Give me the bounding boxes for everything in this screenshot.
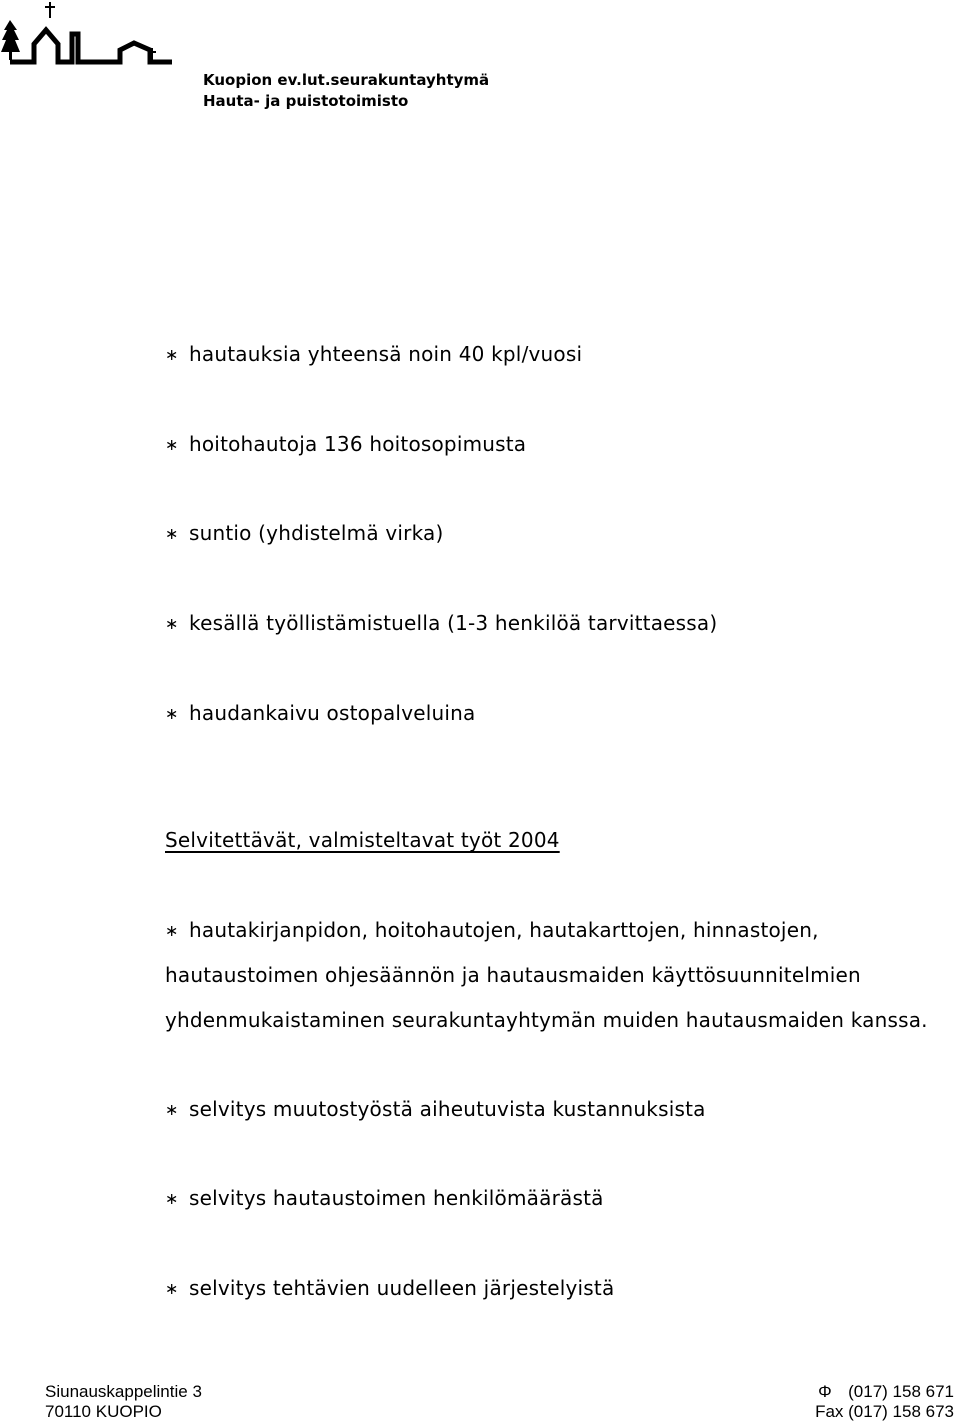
list-item [165,1186,604,1211]
bullet-icon: ∗ [165,524,179,543]
bullet-icon: ∗ [165,614,179,633]
bullet-icon: ∗ [165,1100,179,1119]
footer-contact [815,1382,954,1422]
list-item-text: selvitys tehtävien uudelleen järjestelyistä [189,1276,615,1300]
list-item [165,611,717,636]
bullet-icon: ∗ [165,921,179,940]
bullet-icon: ∗ [165,435,179,454]
list-item-text: hoitohautoja 136 hoitosopimusta [189,432,527,456]
phone-icon: Φ [818,1382,832,1401]
fax-number: Fax (017) 158 673 [815,1402,954,1421]
church-skyline-logo [0,0,180,72]
department-name: Hauta- ja puistotoimisto [203,92,409,110]
street-address: Siunauskappelintie 3 [45,1382,202,1401]
list-item-text: hautauksia yhteensä noin 40 kpl/vuosi [189,342,583,366]
bullet-icon: ∗ [165,1279,179,1298]
bullet-icon: ∗ [165,704,179,723]
list-item-text: haudankaivu ostopalveluina [189,701,476,725]
phone-number: (017) 158 671 [848,1382,954,1401]
list-item [165,1097,706,1122]
paragraph-line: hautakirjanpidon, hoitohautojen, hautakarttojen, hinnastojen, [189,918,819,942]
list-item [165,701,475,726]
footer-address [45,1382,202,1422]
bullet-icon: ∗ [165,345,179,364]
postal-address: 70110 KUOPIO [45,1402,162,1421]
list-item [165,521,443,546]
list-item [165,342,582,367]
bullet-icon: ∗ [165,1189,179,1208]
list-item-text: selvitys muutostyöstä aiheutuvista kustannuksista [189,1097,706,1121]
list-item [165,1276,614,1301]
list-item [165,432,526,457]
list-item-text: suntio (yhdistelmä virka) [189,521,444,545]
list-item-text: kesällä työllistämistuella (1-3 henkilöä tarvittaessa) [189,611,718,635]
list-item-text: selvitys hautaustoimen henkilömäärästä [189,1186,604,1210]
section-heading: Selvitettävät, valmisteltavat työt 2004 [165,828,560,852]
organization-name: Kuopion ev.lut.seurakuntayhtymä [203,71,490,89]
paragraph-line: yhdenmukaistaminen seurakuntayhtymän muiden hautausmaiden kanssa. [165,1008,928,1032]
paragraph-line: hautaustoimen ohjesäännön ja hautausmaiden käyttösuunnitelmien [165,963,861,987]
phone-line [815,1382,954,1402]
list-item [165,918,819,943]
